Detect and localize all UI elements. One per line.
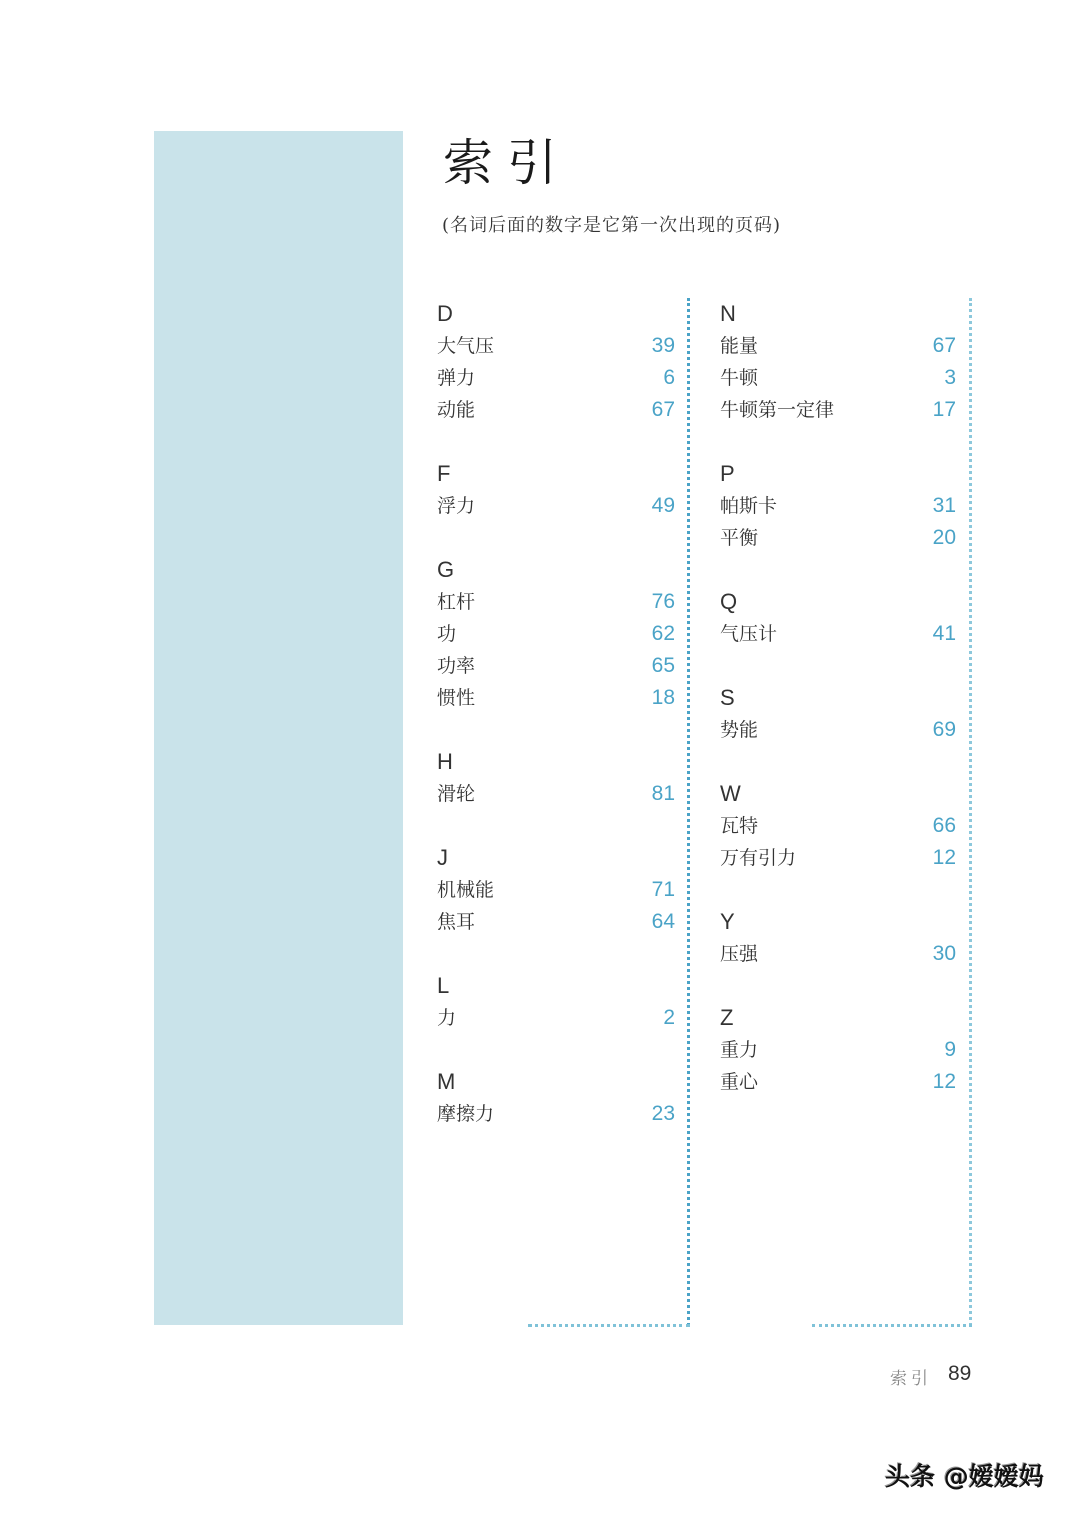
group-spacer (437, 810, 675, 842)
group-spacer (437, 426, 675, 458)
index-entry (720, 810, 956, 842)
index-entry (720, 938, 956, 970)
index-letter-heading: N (720, 301, 736, 326)
index-letter-heading: W (720, 781, 741, 806)
index-term: 力 (437, 1007, 457, 1029)
index-term: 浮力 (437, 495, 476, 517)
index-entry (437, 586, 675, 618)
index-term: 牛顿第一定律 (720, 399, 835, 421)
index-entry (437, 490, 675, 522)
index-term: 能量 (720, 335, 759, 357)
index-page-number: 18 (651, 686, 675, 709)
index-entry (720, 842, 956, 874)
index-page-number: 6 (663, 366, 675, 389)
group-spacer (720, 746, 956, 778)
index-entry (437, 650, 675, 682)
left-column-dotted-border (687, 298, 690, 1326)
index-entry (437, 618, 675, 650)
index-term: 帕斯卡 (720, 495, 778, 517)
page-number: 89 (948, 1362, 972, 1385)
index-entry (720, 330, 956, 362)
index-page-number: 71 (651, 878, 675, 901)
index-column-right (720, 298, 956, 1098)
index-entry (720, 1034, 956, 1066)
index-page-number: 31 (932, 494, 956, 517)
right-column-dotted-border (969, 298, 972, 1326)
index-term: 牛顿 (720, 367, 759, 389)
index-entry (437, 394, 675, 426)
index-letter-heading: Y (720, 909, 735, 934)
index-entry (437, 1098, 675, 1130)
index-letter-heading: L (437, 973, 450, 998)
index-page-number: 9 (944, 1038, 956, 1061)
index-page-number: 12 (932, 1070, 956, 1093)
index-letter-heading: J (437, 845, 448, 870)
index-letter-heading: G (437, 557, 455, 582)
index-term: 压强 (720, 943, 759, 965)
index-letter-heading: S (720, 685, 735, 710)
index-entry (720, 362, 956, 394)
index-term: 滑轮 (437, 783, 476, 805)
index-page-number: 62 (651, 622, 675, 645)
group-spacer (720, 970, 956, 1002)
index-term: 重力 (720, 1039, 759, 1061)
index-page-number: 23 (651, 1102, 675, 1125)
index-entry (437, 682, 675, 714)
index-term: 摩擦力 (437, 1103, 495, 1125)
index-page-number: 66 (932, 814, 956, 837)
index-page-number: 39 (651, 334, 675, 357)
index-page-number: 2 (663, 1006, 675, 1029)
index-term: 万有引力 (720, 847, 797, 869)
index-entry (720, 1066, 956, 1098)
page-subtitle: (名词后面的数字是它第一次出现的页码) (442, 215, 782, 236)
group-spacer (720, 554, 956, 586)
index-letter-heading: D (437, 301, 453, 326)
index-term: 瓦特 (720, 815, 759, 837)
index-column-left (437, 298, 675, 1130)
index-page-number: 81 (651, 782, 675, 805)
index-term: 势能 (720, 719, 759, 741)
index-term: 气压计 (720, 623, 778, 645)
watermark: 头条 @嫒嫒妈 (885, 1462, 1044, 1491)
index-term: 弹力 (437, 367, 476, 389)
index-term: 焦耳 (437, 911, 476, 933)
index-entry (720, 522, 956, 554)
index-letter-heading: M (437, 1069, 456, 1094)
footer-section-label: 索引 (890, 1369, 932, 1389)
index-entry (437, 330, 675, 362)
group-spacer (720, 426, 956, 458)
index-entry (720, 714, 956, 746)
index-page-number: 49 (651, 494, 675, 517)
page-title: 索引 (443, 134, 571, 192)
right-column-dotted-bottom (812, 1324, 972, 1327)
index-page-number: 65 (651, 654, 675, 677)
index-entry (720, 618, 956, 650)
index-term: 平衡 (720, 527, 759, 549)
index-page-number: 41 (932, 622, 956, 645)
index-letter-heading: P (720, 461, 735, 486)
index-term: 功率 (437, 655, 476, 677)
index-term: 动能 (437, 399, 476, 421)
index-letter-heading: H (437, 749, 453, 774)
decorative-side-panel (154, 131, 403, 1325)
index-letter-heading: Q (720, 589, 738, 614)
index-entry (437, 874, 675, 906)
index-page-number: 20 (932, 526, 956, 549)
index-page-number: 69 (932, 718, 956, 741)
index-page-number: 3 (944, 366, 956, 389)
group-spacer (437, 714, 675, 746)
index-term: 惯性 (437, 687, 476, 709)
index-term: 杠杆 (437, 591, 476, 613)
index-entry (720, 394, 956, 426)
index-entry (437, 1002, 675, 1034)
index-entry (437, 906, 675, 938)
group-spacer (437, 938, 675, 970)
index-letter-heading: Z (720, 1005, 734, 1030)
left-column-dotted-bottom (528, 1324, 690, 1327)
index-entry (437, 362, 675, 394)
group-spacer (720, 650, 956, 682)
index-term: 大气压 (437, 335, 495, 357)
index-entry (437, 778, 675, 810)
index-page-number: 67 (932, 334, 956, 357)
index-page-number: 64 (651, 910, 675, 933)
index-page-number: 30 (932, 942, 956, 965)
index-term: 重心 (720, 1071, 759, 1093)
index-letter-heading: F (437, 461, 451, 486)
index-page-number: 17 (932, 398, 956, 421)
index-page-number: 12 (932, 846, 956, 869)
index-term: 功 (437, 623, 457, 645)
index-page-number: 67 (651, 398, 675, 421)
index-term: 机械能 (437, 879, 495, 901)
group-spacer (437, 522, 675, 554)
index-page-number: 76 (651, 590, 675, 613)
index-entry (720, 490, 956, 522)
group-spacer (720, 874, 956, 906)
group-spacer (437, 1034, 675, 1066)
